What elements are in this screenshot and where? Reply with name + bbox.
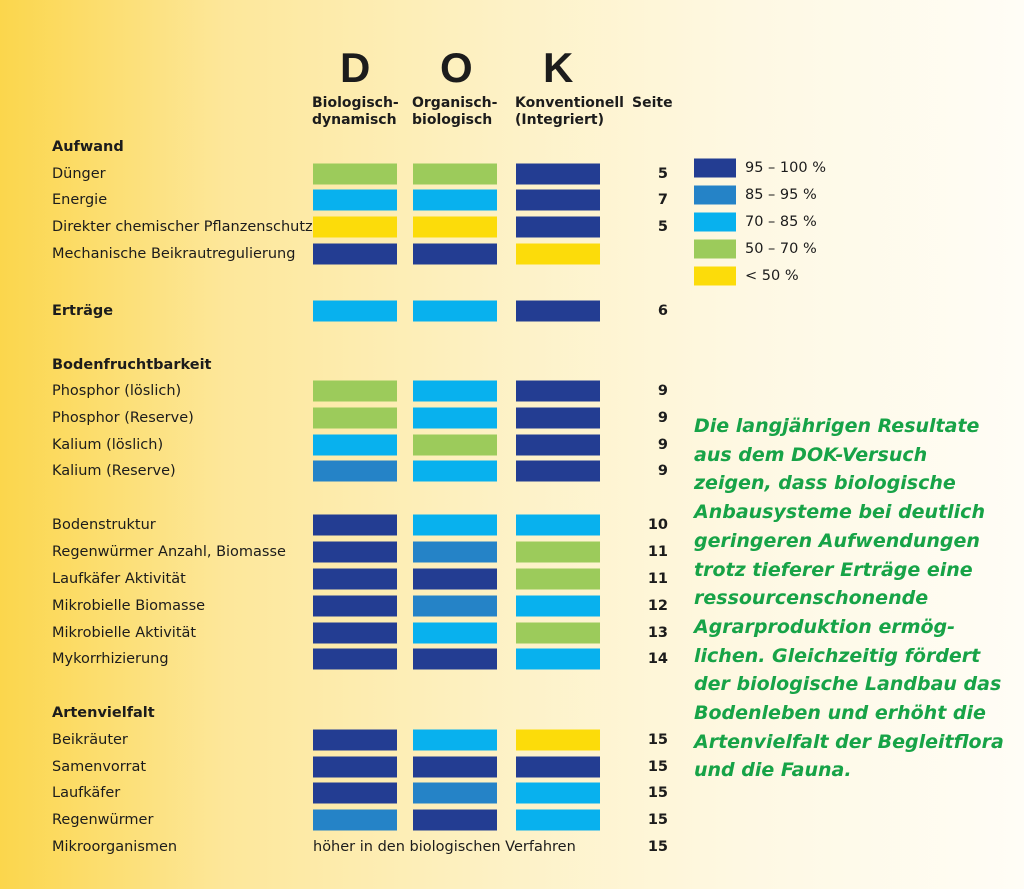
value-bar [313,757,397,778]
summary-line: Bodenleben und erhöht die [694,702,986,725]
value-bar [413,730,497,751]
page-number: 15 [647,839,668,855]
summary-line: Anbausysteme bei deutlich [694,501,985,524]
column-header-konv [515,95,624,129]
page-number: 9 [657,383,668,399]
value-bar [516,217,600,238]
section-label: Erträge [52,303,114,319]
value-bar [413,381,497,402]
row-label: Dünger [52,166,106,182]
value-bar [313,649,397,670]
value-bar [516,301,600,322]
column-header-ob-line1: Organisch- [412,95,498,111]
legend-swatch [694,213,736,232]
value-bar [313,542,397,563]
section-label: Artenvielfalt [52,705,155,721]
value-bar [516,515,600,536]
value-bar [516,244,600,265]
value-bar [413,649,497,670]
value-bar [413,190,497,211]
value-bar [313,569,397,590]
summary-line: und die Fauna. [694,759,852,782]
page-number: 7 [657,192,668,208]
page-number: 9 [657,437,668,453]
legend-swatch [694,159,736,178]
value-bar [516,596,600,617]
page-number: 15 [647,759,668,775]
value-bar [516,435,600,456]
value-bar [413,810,497,831]
page-column-header: Seite [632,95,673,111]
page-number: 5 [657,166,668,182]
summary-line: Artenvielfalt der Begleitflora [694,730,1004,753]
value-bar [313,408,397,429]
value-bar [516,623,600,644]
value-bar [313,164,397,185]
value-bar [413,783,497,804]
value-bar [313,217,397,238]
value-bar [413,461,497,482]
value-bar [313,596,397,617]
value-bar [516,757,600,778]
value-bar [413,244,497,265]
value-bar [413,217,497,238]
row-label: Kalium (Reserve) [52,463,176,479]
value-bar [413,569,497,590]
summary-line: trotz tieferer Erträge eine [694,558,973,581]
legend-swatch [694,267,736,286]
value-bar [516,381,600,402]
row-label: Regenwürmer Anzahl, Biomasse [52,544,286,560]
row-label: Energie [52,192,108,208]
column-header-ob [412,95,497,129]
legend-swatch [694,240,736,259]
value-bar [516,569,600,590]
legend-label: 95 – 100 % [745,160,826,176]
value-bar [313,515,397,536]
row-label: Regenwürmer [52,812,154,828]
value-bar [516,730,600,751]
value-bar [413,757,497,778]
value-bar [413,515,497,536]
column-letter-o: O [440,44,473,91]
page-number: 15 [647,812,668,828]
summary-text [694,412,1014,785]
column-letter-d: D [340,44,371,91]
summary-line: Die langjährigen Resultate [694,415,980,437]
value-bar [516,783,600,804]
summary-line: geringeren Aufwendungen [694,529,980,552]
page-number: 5 [657,219,668,235]
value-bar [313,381,397,402]
column-letter-k: K [543,44,574,91]
legend-label: 85 – 95 % [745,187,817,203]
page-number: 15 [647,785,668,801]
page-number: 14 [647,651,668,667]
page-number: 12 [647,598,668,614]
row-note: höher in den biologischen Verfahren [313,839,576,855]
row-label: Mikrobielle Biomasse [52,598,206,614]
value-bar [313,461,397,482]
column-header-konv-line2: (Integriert) [515,112,604,128]
page-number: 15 [647,732,668,748]
value-bar [516,408,600,429]
summary-line: Agrarproduktion ermög- [694,615,956,638]
value-bar [516,810,600,831]
summary-line: der biologische Landbau das [694,673,1002,696]
value-bar [313,301,397,322]
value-bar [313,730,397,751]
summary-line: ressourcenschonende [694,587,929,610]
value-bar [313,190,397,211]
page-number: 10 [647,517,668,533]
value-bar [313,810,397,831]
value-bar [516,190,600,211]
row-label: Phosphor (Reserve) [52,410,194,426]
summary-line: aus dem DOK-Versuch [694,443,928,466]
column-header-bd-line1: Biologisch- [312,95,399,111]
value-bar [413,408,497,429]
value-bar [313,623,397,644]
summary-line: zeigen, dass biologische [694,472,956,495]
row-label: Laufkäfer Aktivität [52,571,186,587]
value-bar [413,623,497,644]
page-number: 6 [657,303,668,319]
value-bar [516,542,600,563]
value-bar [516,649,600,670]
value-bar [413,164,497,185]
row-label: Kalium (löslich) [52,437,164,453]
section-label: Bodenfruchtbarkeit [52,357,212,373]
column-header-bd [312,95,399,129]
legend-label: 70 – 85 % [745,214,817,230]
page-number: 11 [647,571,668,587]
value-bar [313,244,397,265]
row-label: Phosphor (löslich) [52,383,182,399]
row-label: Mikrobielle Aktivität [52,625,197,641]
legend-swatch [694,186,736,205]
page-number: 9 [657,410,668,426]
column-header-bd-line2: dynamisch [312,112,397,128]
column-header-ob-line2: biologisch [412,112,493,128]
row-label: Beikräuter [52,732,128,748]
row-label: Mykorrhizierung [52,651,169,667]
page-number: 9 [657,463,668,479]
row-label: Mechanische Beikrautregulierung [52,246,296,262]
value-bar [413,435,497,456]
row-label: Mikroorganismen [52,839,178,855]
row-label: Direkter chemischer Pflanzenschutz [52,219,313,235]
row-label: Laufkäfer [52,785,121,801]
value-bar [516,461,600,482]
summary-line: lichen. Gleichzeitig fördert [694,644,981,667]
page-number: 13 [647,625,668,641]
value-bar [313,783,397,804]
section-label: Aufwand [52,139,124,155]
value-bar [413,596,497,617]
column-header-konv-line1: Konventionell [515,95,624,111]
legend-label: 50 – 70 % [745,241,817,257]
value-bar [413,542,497,563]
legend-label: < 50 % [745,268,799,284]
row-label: Bodenstruktur [52,517,156,533]
page-number: 11 [647,544,668,560]
row-label: Samenvorrat [52,759,147,775]
value-bar [413,301,497,322]
value-bar [313,435,397,456]
value-bar [516,164,600,185]
